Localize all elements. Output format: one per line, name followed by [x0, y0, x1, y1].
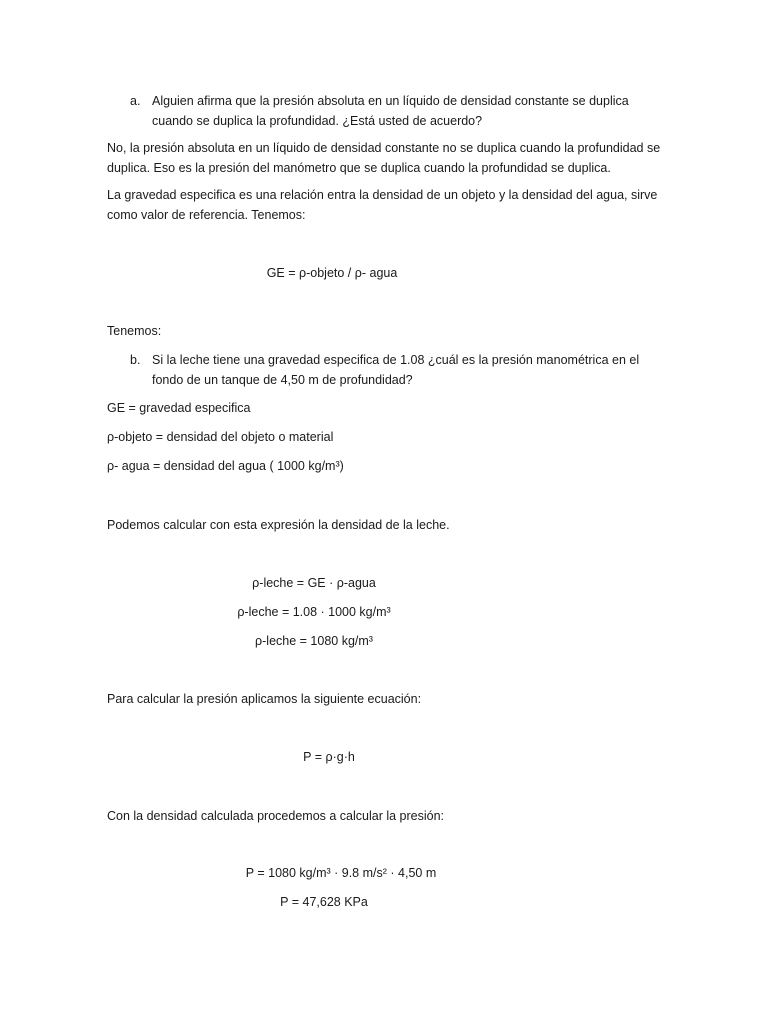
question-b [130, 350, 670, 390]
calc-intro: Con la densidad calculada procedemos a calcular la presión: [107, 809, 445, 823]
density-step-3-text: ρ-leche = 1080 kg/m³ [255, 634, 373, 648]
calc-step-2 [0, 892, 708, 912]
tenemos-label: Tenemos: [107, 324, 162, 338]
density-step-3 [0, 631, 698, 651]
density-step-2 [0, 602, 698, 622]
list-marker-a: a. [130, 94, 141, 108]
density-intro: Podemos calcular con esta expresión la densidad de la leche. [107, 518, 450, 532]
variable-rho-objeto: ρ-objeto = densidad del objeto o material [107, 430, 334, 444]
question-a [130, 91, 670, 131]
density-step-2-text: ρ-leche = 1.08 · 1000 kg/m³ [237, 605, 391, 619]
density-step-1-text: ρ-leche = GE · ρ-agua [252, 576, 376, 590]
pressure-formula-text: P = ρ·g·h [303, 750, 355, 764]
question-a-text: Alguien afirma que la presión absoluta en un líquido de densidad constante se duplica cuando se duplica la profundidad. ¿Está usted de acuerdo? [152, 94, 629, 128]
definition-ge: La gravedad especifica es una relación entra la densidad de un objeto y la densidad del agua, sirve como valor de referencia. Tenemos: [107, 188, 658, 222]
calc-step-1 [0, 863, 725, 883]
pressure-formula [0, 747, 713, 767]
calc-step-2-text: P = 47,628 KPa [280, 895, 368, 909]
pressure-intro: Para calcular la presión aplicamos la siguiente ecuación: [107, 692, 422, 706]
formula-ge-text: GE = ρ-objeto / ρ- agua [266, 266, 398, 280]
density-step-1 [0, 573, 698, 593]
formula-ge [0, 263, 716, 283]
question-b-text: Si la leche tiene una gravedad especifica de 1.08 ¿cuál es la presión manométrica en el fondo de un tanque de 4,50 m de profundidad? [152, 353, 640, 387]
calc-step-1-text: P = 1080 kg/m³ · 9.8 m/s² · 4,50 m [245, 866, 437, 880]
list-marker-b: b. [130, 353, 141, 367]
variable-rho-agua: ρ- agua = densidad del agua ( 1000 kg/m³) [107, 459, 344, 473]
variable-ge: GE = gravedad especifica [107, 401, 251, 415]
answer-a: No, la presión absoluta en un líquido de densidad constante no se duplica cuando la profundidad se duplica. Eso es la presión del manómetro que se duplica cuando la profundidad se duplica. [107, 141, 661, 175]
